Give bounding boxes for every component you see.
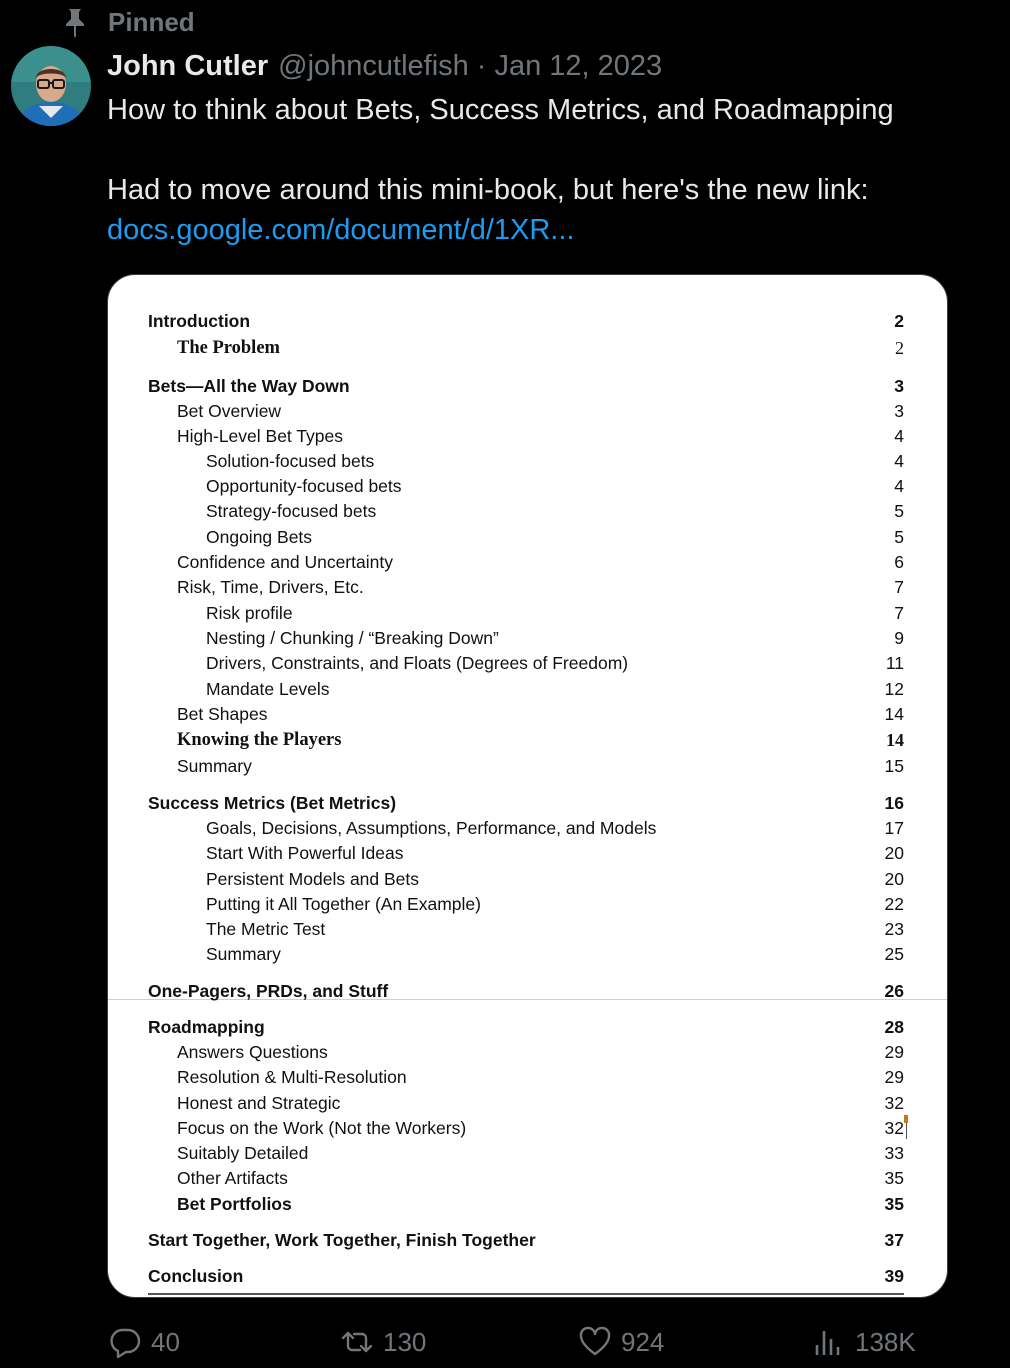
toc-entry-page: 29 bbox=[884, 1042, 904, 1062]
toc-entry-title: Success Metrics (Bet Metrics) bbox=[148, 793, 397, 813]
toc-entry bbox=[108, 525, 947, 549]
tweet-line-title: How to think about Bets, Success Metrics, and Roadmapping bbox=[107, 94, 894, 126]
toc-entry bbox=[108, 626, 947, 650]
views-button[interactable] bbox=[812, 1322, 916, 1362]
avatar[interactable] bbox=[11, 46, 91, 126]
toc-entry-page: 11 bbox=[885, 653, 904, 673]
action-bar bbox=[0, 1322, 1010, 1366]
toc-entry bbox=[108, 449, 947, 473]
toc-entry bbox=[108, 374, 947, 398]
repost-icon bbox=[340, 1325, 374, 1359]
view-count: 138K bbox=[855, 1326, 916, 1357]
reply-button[interactable] bbox=[108, 1322, 180, 1362]
toc-entry-page: 29 bbox=[884, 1067, 904, 1087]
toc-entry bbox=[108, 499, 947, 523]
toc-entry-page: 14 bbox=[884, 704, 904, 724]
toc-entry-page: 16 bbox=[884, 793, 904, 813]
views-icon bbox=[812, 1325, 846, 1359]
toc-entry-title: Start Together, Work Together, Finish Together bbox=[148, 1230, 536, 1250]
toc-entry-page: 2 bbox=[894, 311, 904, 331]
toc-entry-title: Strategy-focused bets bbox=[206, 501, 377, 521]
toc-entry bbox=[108, 979, 947, 1003]
toc-entry-title: The Problem bbox=[177, 338, 280, 358]
toc-entry-page: 3 bbox=[894, 376, 904, 396]
toc-entry-page: 20 bbox=[884, 843, 904, 863]
toc-entry-title: Putting it All Together (An Example) bbox=[206, 894, 481, 914]
toc-entry bbox=[108, 1065, 947, 1089]
toc-entry bbox=[108, 1116, 947, 1140]
toc-entry bbox=[108, 841, 947, 865]
toc-entry-title: Goals, Decisions, Assumptions, Performance, and Models bbox=[206, 818, 657, 838]
reply-count: 40 bbox=[151, 1326, 180, 1357]
toc-entry-title: Bet Portfolios bbox=[177, 1194, 292, 1214]
toc-entry-title: Conclusion bbox=[148, 1266, 244, 1286]
toc-entry-page: 35 bbox=[884, 1194, 904, 1214]
toc-entry-title: Knowing the Players bbox=[177, 730, 342, 750]
toc-entry-title: The Metric Test bbox=[206, 919, 326, 939]
toc-entry-title: Honest and Strategic bbox=[177, 1093, 341, 1113]
toc-entry-title: Nesting / Chunking / “Breaking Down” bbox=[206, 628, 499, 648]
toc-entry-title: Bet Shapes bbox=[177, 704, 268, 724]
toc-entry-page: 14 bbox=[886, 730, 904, 750]
toc-entry-page: 7 bbox=[894, 577, 904, 597]
tweet-header bbox=[107, 46, 662, 86]
toc-entry-page: 20 bbox=[884, 869, 904, 889]
toc-entry bbox=[108, 1040, 947, 1064]
toc-entry bbox=[108, 702, 947, 726]
toc-entry bbox=[108, 575, 947, 599]
toc-entry-page: 25 bbox=[884, 944, 904, 964]
toc-entry bbox=[108, 1091, 947, 1115]
toc-entry bbox=[108, 1264, 947, 1288]
toc-entry-page: 33 bbox=[884, 1143, 904, 1163]
toc-entry-page: 37 bbox=[884, 1230, 904, 1250]
toc-entry bbox=[108, 309, 947, 333]
toc-entry-title: Answers Questions bbox=[177, 1042, 328, 1062]
toc-entry bbox=[108, 892, 947, 916]
toc-entry-page: 7 bbox=[894, 603, 904, 623]
toc-entry-title: Focus on the Work (Not the Workers) bbox=[177, 1118, 467, 1138]
post-date[interactable]: Jan 12, 2023 bbox=[494, 49, 663, 82]
toc-entry-page: 5 bbox=[894, 527, 904, 547]
toc-entry bbox=[108, 1166, 947, 1190]
toc-entry-page: 17 bbox=[884, 818, 904, 838]
like-button[interactable] bbox=[578, 1322, 664, 1362]
toc-entry bbox=[108, 474, 947, 498]
toc-entry bbox=[108, 399, 947, 423]
toc-entry-page: 32 bbox=[884, 1118, 904, 1138]
toc-entry-page: 39 bbox=[884, 1266, 904, 1286]
toc-entry-page: 5 bbox=[894, 501, 904, 521]
toc-entry bbox=[108, 942, 947, 966]
toc-entry-page: 23 bbox=[884, 919, 904, 939]
toc-entry-title: Persistent Models and Bets bbox=[206, 869, 420, 889]
toc-entry-title: Mandate Levels bbox=[206, 679, 330, 699]
toc-entry-page: 28 bbox=[884, 1017, 904, 1037]
toc-entry-title: Bets—All the Way Down bbox=[148, 376, 350, 396]
toc-entry-title: Solution-focused bets bbox=[206, 451, 375, 471]
toc-entry bbox=[108, 754, 947, 778]
tweet-text bbox=[107, 90, 987, 250]
pinned-label: Pinned bbox=[108, 6, 195, 37]
bottom-rule bbox=[148, 1293, 904, 1295]
toc-entry-title: Risk profile bbox=[206, 603, 293, 623]
tweet-blank-line bbox=[107, 130, 987, 170]
toc-entry bbox=[108, 1015, 947, 1039]
toc-entry-title: Resolution & Multi-Resolution bbox=[177, 1067, 407, 1087]
toc-entry-page: 2 bbox=[895, 338, 904, 358]
toc-entry bbox=[108, 917, 947, 941]
media-image-toc[interactable] bbox=[107, 274, 948, 1298]
toc-entry-title: Risk, Time, Drivers, Etc. bbox=[177, 577, 364, 597]
toc-entry bbox=[108, 424, 947, 448]
toc-entry-title: Suitably Detailed bbox=[177, 1143, 309, 1163]
repost-count: 130 bbox=[383, 1326, 427, 1357]
toc-entry-title: Opportunity-focused bets bbox=[206, 476, 402, 496]
toc-entry-page: 35 bbox=[884, 1168, 904, 1188]
heart-icon bbox=[578, 1325, 612, 1359]
toc-entry bbox=[108, 677, 947, 701]
toc-entry-title: Drivers, Constraints, and Floats (Degrees of Freedom) bbox=[206, 653, 629, 673]
toc-entry-title: Roadmapping bbox=[148, 1017, 265, 1037]
toc-entry-page: 3 bbox=[894, 401, 904, 421]
toc-entry bbox=[108, 791, 947, 815]
toc-entry-title: Confidence and Uncertainty bbox=[177, 552, 393, 572]
toc-entry bbox=[108, 728, 947, 752]
tweet-line-body: Had to move around this mini-book, but here's the new link: bbox=[107, 174, 869, 206]
toc-entry-page: 26 bbox=[884, 981, 904, 1001]
pin-icon bbox=[62, 6, 88, 38]
toc-entry-title: One-Pagers, PRDs, and Stuff bbox=[148, 981, 389, 1001]
toc-entry-page: 12 bbox=[884, 679, 904, 699]
toc-entry bbox=[108, 1141, 947, 1165]
toc-entry-title: Other Artifacts bbox=[177, 1168, 288, 1188]
toc-entry-page: 4 bbox=[894, 426, 904, 446]
toc-entry-page: 15 bbox=[884, 756, 904, 776]
toc-entry-title: Introduction bbox=[148, 311, 251, 331]
repost-button[interactable] bbox=[340, 1322, 426, 1362]
toc-entry-page: 6 bbox=[894, 552, 904, 572]
toc-entry bbox=[108, 867, 947, 891]
toc-entry bbox=[108, 336, 947, 360]
document-link[interactable]: docs.google.com/document/d/1XR... bbox=[107, 214, 575, 246]
toc-entry bbox=[108, 601, 947, 625]
toc-entry-title: Start With Powerful Ideas bbox=[206, 843, 404, 863]
table-of-contents bbox=[108, 275, 947, 1297]
toc-entry-page: 32 bbox=[884, 1093, 904, 1113]
separator-dot: · bbox=[476, 49, 487, 82]
toc-entry-title: Bet Overview bbox=[177, 401, 282, 421]
reply-icon bbox=[108, 1325, 142, 1359]
toc-entry-page: 22 bbox=[884, 894, 904, 914]
toc-entry-page: 4 bbox=[894, 476, 904, 496]
toc-entry-page: 4 bbox=[894, 451, 904, 471]
like-count: 924 bbox=[621, 1326, 665, 1357]
toc-entry bbox=[108, 816, 947, 840]
toc-entry bbox=[108, 1192, 947, 1216]
toc-entry bbox=[108, 550, 947, 574]
author-name[interactable]: John Cutler bbox=[107, 49, 269, 82]
toc-entry-page: 9 bbox=[894, 628, 904, 648]
toc-entry-title: High-Level Bet Types bbox=[177, 426, 344, 446]
pinned-indicator bbox=[62, 4, 195, 40]
author-handle[interactable]: @johncutlefish bbox=[278, 49, 469, 82]
toc-entry-title: Summary bbox=[206, 944, 281, 964]
toc-entry-title: Ongoing Bets bbox=[206, 527, 313, 547]
toc-entry bbox=[108, 1228, 947, 1252]
toc-entry bbox=[108, 651, 947, 675]
toc-entry-title: Summary bbox=[177, 756, 252, 776]
